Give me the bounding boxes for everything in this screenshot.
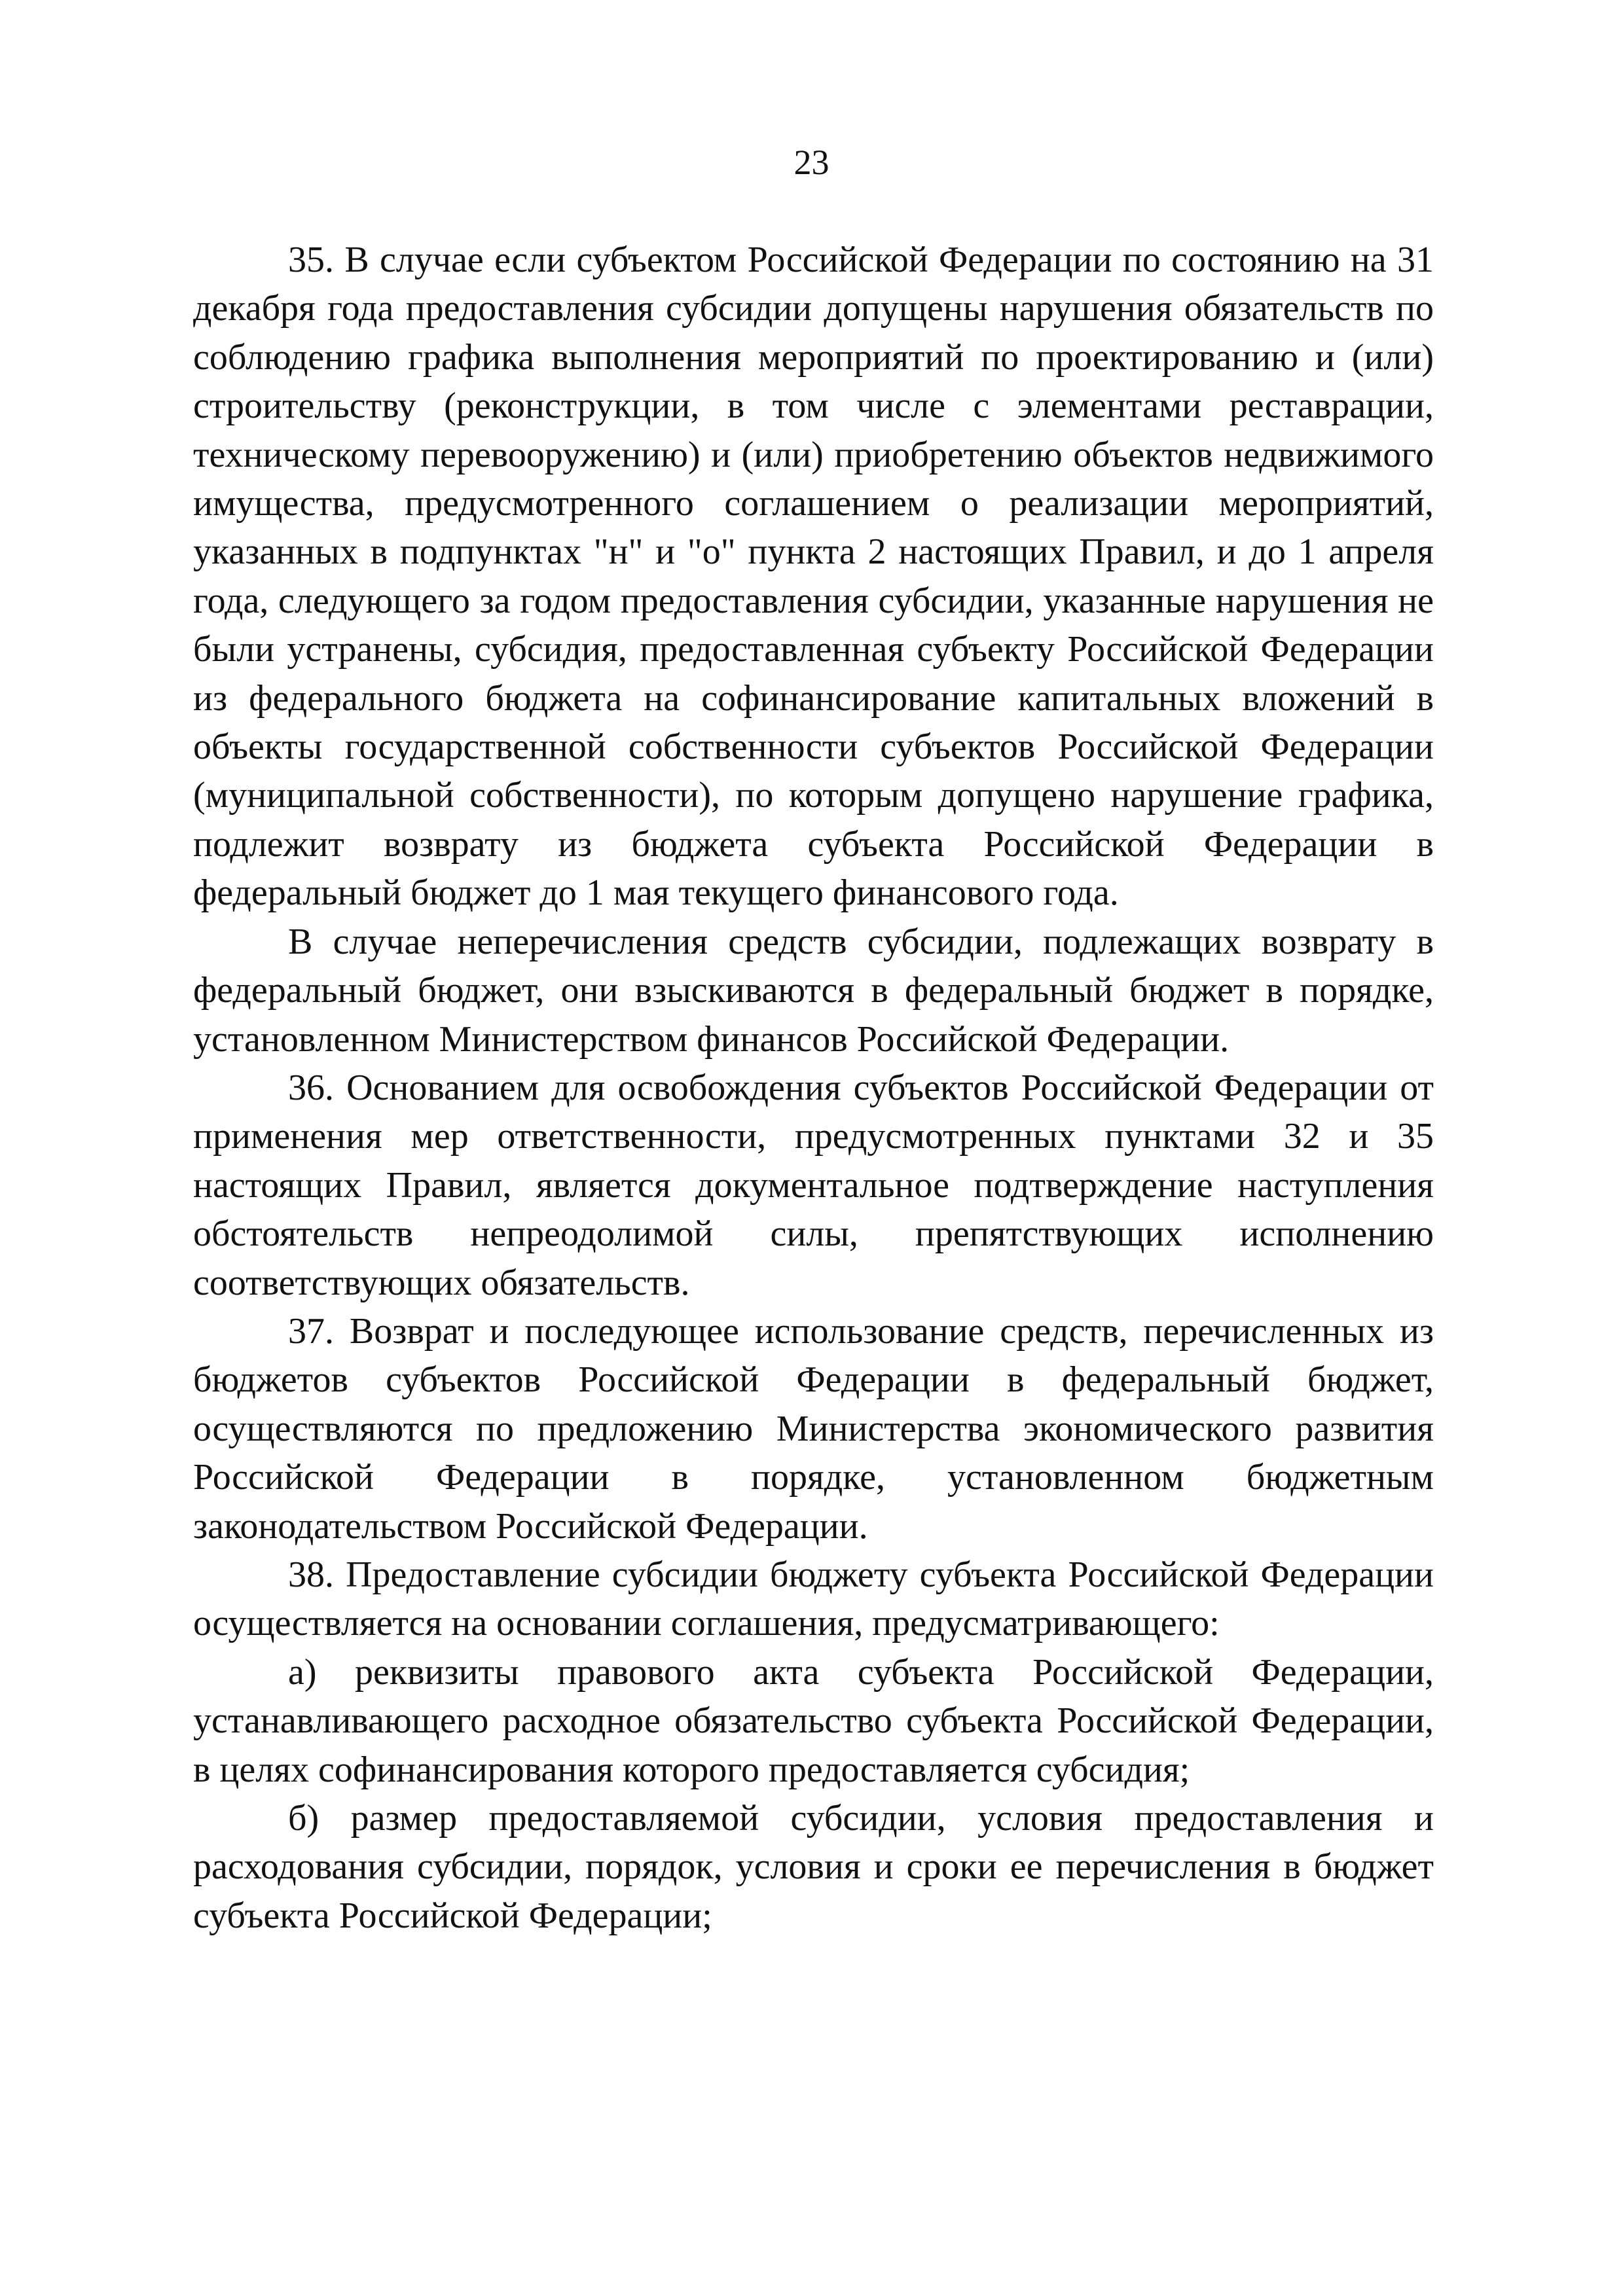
paragraph-38-a: а) реквизиты правового акта субъекта Российской Федерации, устанавливающего расходное обязательство субъекта Российской Федерации, в целях софинансирования которого предоставляется субсидия; bbox=[193, 1651, 1434, 1790]
page-number: 23 bbox=[793, 143, 830, 182]
paragraph-38-b: б) размер предоставляемой субсидии, условия предоставления и расходования субсидии, порядок, условия и сроки ее перечисления в бюджет субъекта Российской Федерации; bbox=[193, 1798, 1434, 1936]
paragraph-38: 38. Предоставление субсидии бюджету субъекта Российской Федерации осуществляется на основании соглашения, предусматривающего: bbox=[193, 1554, 1434, 1644]
paragraph-35-refund: В случае неперечисления средств субсидии, подлежащих возврату в федеральный бюджет, они взыскиваются в федеральный бюджет в порядке, установленном Министерством финансов Российской Федерации. bbox=[193, 921, 1434, 1060]
paragraph-36: 36. Основанием для освобождения субъектов Российской Федерации от применения мер ответственности, предусмотренных пунктами 32 и 35 настоящих Правил, является документальное подтверждение наступления обстоятельств непреодолимой силы, препятствующих исполнению соответствующих обязательств. bbox=[193, 1067, 1434, 1303]
paragraph-35: 35. В случае если субъектом Российской Федерации по состоянию на 31 декабря года предоставления субсидии допущены нарушения обязательств по соблюдению графика выполнения мероприятий по проектированию и (или) строительству (реконструкции, в том числе с элементами реставрации, техническому перевооружению) и (или) приобретению объектов недвижимого имущества, предусмотренного соглашением о реализации мероприятий, указанных в подпунктах "н" и "о" пункта 2 настоящих Правил, и до 1 апреля года, следующего за годом предоставления субсидии, указанные нарушения не были устранены, субсидия, предоставленная субъекту Российской Федерации из федерального бюджета на софинансирование капитальных вложений в объекты государственной собственности субъектов Российской Федерации (муниципальной собственности), по которым допущено нарушение графика, подлежит возврату из бюджета субъекта Российской Федерации в федеральный бюджет до 1 мая текущего финансового года. bbox=[193, 240, 1434, 914]
paragraph-37: 37. Возврат и последующее использование средств, перечисленных из бюджетов субъектов Российской Федерации в федеральный бюджет, осуществляются по предложению Министерства экономического развития Российской Федерации в порядке, установленном бюджетным законодательством Российской Федерации. bbox=[193, 1310, 1434, 1547]
document-body bbox=[193, 236, 1434, 1940]
